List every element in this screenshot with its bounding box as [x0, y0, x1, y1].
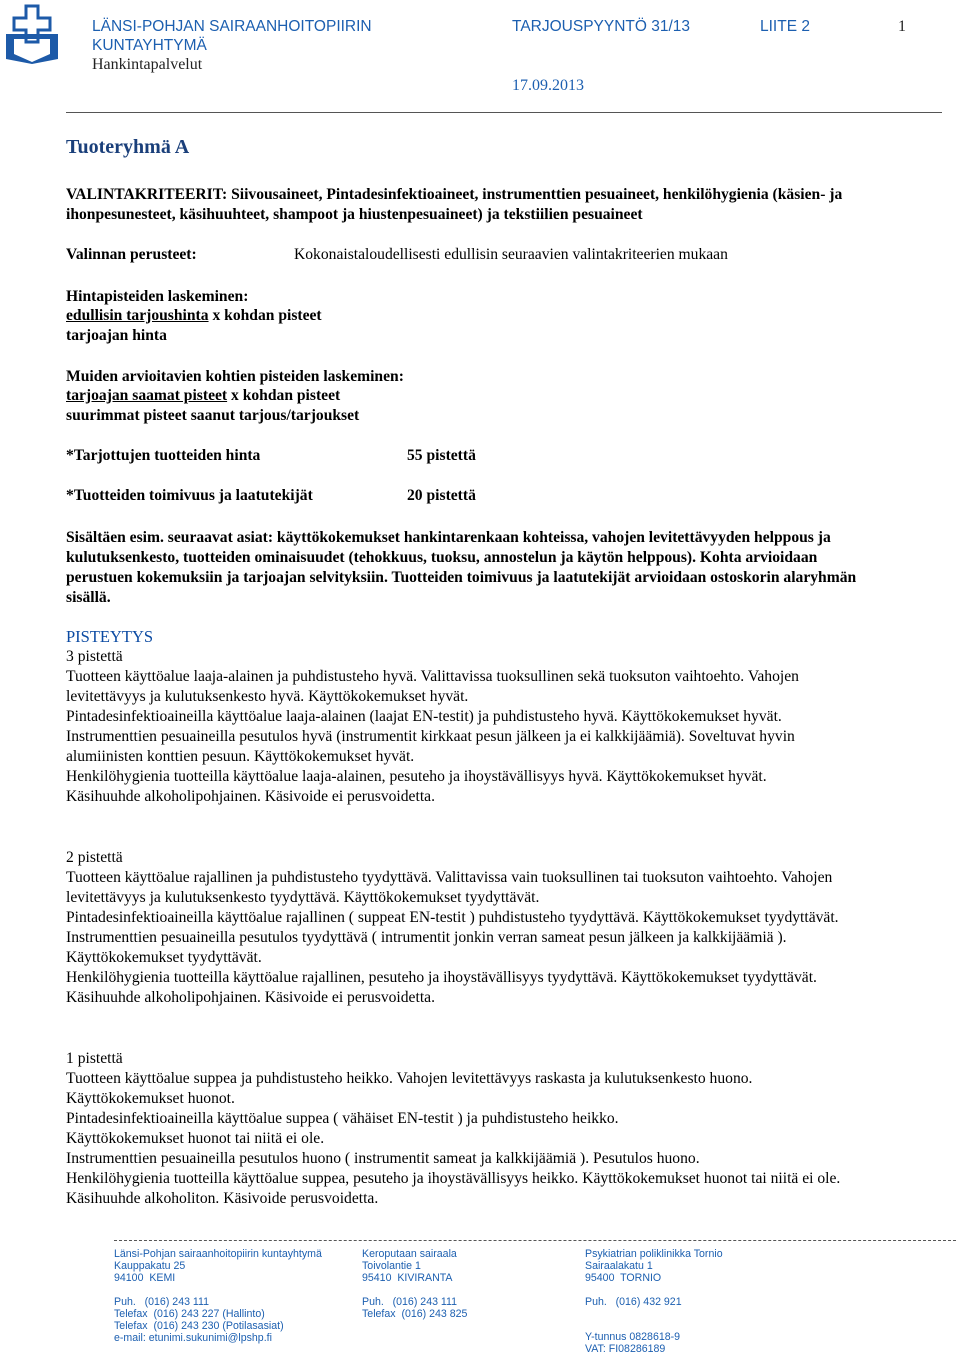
scoring-line: Henkilöhygienia tuotteilla käyttöalue laaja-alainen, pesuteho ja ihoystävällisyys hyvä. Käyttökokemukset hyvät.	[66, 768, 767, 785]
other-formula-denominator: suurimmat pisteet saanut tarjous/tarjoukset	[66, 407, 360, 424]
weight-price-points: 55 pistettä	[407, 447, 476, 464]
footer-business-ids: Y-tunnus 0828618-9 VAT: FI08286189	[585, 1331, 681, 1355]
scoring-level-3	[66, 647, 938, 807]
footer-divider	[114, 1240, 956, 1241]
page-number: 1	[898, 18, 906, 35]
page-title: Tuoteryhmä A	[66, 136, 190, 158]
selection-value: Kokonaistaloudellisesti edullisin seuraavien valintakriteerien mukaan	[294, 246, 728, 263]
scoring-line: Pintadesinfektioaineilla käyttöalue laaja-alainen (laajat EN-testit) ja puhdistusteho hyvä. Käyttökokemukset hyvät.	[66, 708, 782, 725]
attachment-label: LIITE 2	[760, 18, 810, 35]
scoring-line: Käsihuuhde alkoholipohjainen. Käsivoide ei perusvoidetta.	[66, 788, 435, 805]
criteria-line-2: ihonpesunesteet, käsihuuhteet, shampoot ja hiustenpesuaineet) ja tekstiilien pesuaineet	[66, 206, 643, 223]
scoring-level-2	[66, 848, 938, 1008]
selection-label: Valinnan perusteet:	[66, 246, 197, 263]
weight-price-label: *Tarjottujen tuotteiden hinta	[66, 447, 261, 464]
footer-tornio-contacts: Puh. (016) 432 921	[585, 1296, 682, 1308]
department-name: Hankintapalvelut	[92, 56, 203, 73]
other-formula-numerator: tarjoajan saamat pisteet	[66, 387, 228, 404]
footer-keroputaa-contacts: Puh. (016) 243 111 Telefax (016) 243 825	[362, 1296, 468, 1320]
scoring-line: Tuotteen käyttöalue suppea ja puhdistusteho heikko. Vahojen levitettävyys raskasta ja kulutuksenkesto huono.	[66, 1070, 753, 1087]
includes-line: perustuen kokemuksiin ja tarjoajan selvityksiin. Tuotteiden toimivuus ja laatutekijät arvioidaan ostoskorin alaryhmän	[66, 569, 857, 586]
scoring-line: Käyttökokemukset huonot.	[66, 1090, 235, 1107]
scoring-level-1	[66, 1049, 938, 1209]
includes-line: kulutuksenkesto, tuotteiden ominaisuudet (tehokkuus, tuoksu, annostelun ja käytön helppous). Kohta arvioidaan	[66, 549, 818, 566]
scoring-line: Instrumenttien pesuaineilla pesutulos tyydyttävä ( intrumentit jonkin verran sameat pesun jälkeen ja kalkkijäämiä ).	[66, 929, 787, 946]
includes-paragraph	[66, 528, 938, 608]
scoring-line: alumiinisten konttien pesuun. Käyttökokemukset hyvät.	[66, 748, 415, 765]
weight-quality-label: *Tuotteiden toimivuus ja laatutekijät	[66, 487, 313, 504]
header-divider	[66, 112, 942, 113]
footer-tornio-address: Psykiatrian poliklinikka Tornio Sairaalakatu 1 95400 TORNIO	[585, 1248, 723, 1284]
footer-main-contacts: Puh. (016) 243 111 Telefax (016) 243 227 (Hallinto) Telefax (016) 243 230 (Potilasasiat) e-mail: etunimi.sukunimi@lpshp.fi	[114, 1296, 284, 1344]
price-formula-denominator: tarjoajan hinta	[66, 327, 167, 344]
price-points-heading: Hintapisteiden laskeminen:	[66, 288, 249, 305]
criteria-line-1: VALINTAKRITEERIT: Siivousaineet, Pintadesinfektioaineet, instrumenttien pesuaineet, henkilöhygienia (käsien- ja	[66, 186, 843, 203]
scoring-level-title: 2 pistettä	[66, 849, 123, 866]
price-formula-multiplier: x kohdan pisteet	[208, 307, 322, 324]
includes-line: Sisältäen esim. seuraavat asiat: käyttökokemukset hankintarenkaan kohteissa, vahojen levitettävyyden helppous ja	[66, 529, 831, 546]
scoring-line: Instrumenttien pesuaineilla pesutulos huono ( instrumentit sameat ja kalkkijäämiä ). Pesutulos huono.	[66, 1150, 700, 1167]
document-reference: TARJOUSPYYNTÖ 31/13	[512, 18, 691, 35]
scoring-line: Käyttökokemukset tyydyttävät.	[66, 949, 262, 966]
footer-main-address: Länsi-Pohjan sairaanhoitopiirin kuntayhtymä Kauppakatu 25 94100 KEMI	[114, 1248, 322, 1284]
scoring-line: Henkilöhygienia tuotteilla käyttöalue rajallinen, pesuteho ja ihoystävällisyys tyydyttävä. Käyttökokemukset tyydyttävät.	[66, 969, 817, 986]
other-points-formula	[66, 386, 340, 406]
scoring-heading: PISTEYTYS	[66, 627, 154, 646]
weight-quality-points: 20 pistettä	[407, 487, 476, 504]
scoring-line: Käsihuuhde alkoholiton. Käsivoide perusvoidetta.	[66, 1190, 379, 1207]
document-date: 17.09.2013	[512, 77, 584, 94]
scoring-level-title: 1 pistettä	[66, 1050, 123, 1067]
scoring-line: Pintadesinfektioaineilla käyttöalue suppea ( vähäiset EN-testit ) ja puhdistusteho heikko.	[66, 1110, 619, 1127]
scoring-line: Instrumenttien pesuaineilla pesutulos hyvä (instrumentit kirkkaat pesun jälkeen ja ei kalkkijäämiä). Soveltuvat hyvin	[66, 728, 795, 745]
other-points-heading: Muiden arvioitavien kohtien pisteiden laskeminen:	[66, 368, 404, 385]
hospital-district-logo	[4, 4, 60, 64]
scoring-line: Tuotteen käyttöalue rajallinen ja puhdistusteho tyydyttävä. Valittavissa vain tuoksullinen tai tuoksuton vaihtoehto. Vahojen	[66, 869, 833, 886]
scoring-line: Tuotteen käyttöalue laaja-alainen ja puhdistusteho hyvä. Valittavissa tuoksullinen sekä tuoksuton vaihtoehto. Vahojen	[66, 668, 799, 685]
scoring-level-title: 3 pistettä	[66, 648, 123, 665]
price-points-formula	[66, 306, 322, 326]
price-formula-numerator: edullisin tarjoushinta	[66, 307, 209, 324]
scoring-line: Käsihuuhde alkoholipohjainen. Käsivoide ei perusvoidetta.	[66, 989, 435, 1006]
includes-line: sisällä.	[66, 589, 111, 606]
scoring-line: levitettävyys ja kulutuksenkesto tyydyttävä. Käyttökokemukset tyydyttävät.	[66, 889, 540, 906]
scoring-line: Pintadesinfektioaineilla käyttöalue rajallinen ( suppeat EN-testit ) puhdistusteho tyydyttävä. Käyttökokemukset tyydyttävät.	[66, 909, 839, 926]
org-name-line2: KUNTAYHTYMÄ	[92, 37, 207, 54]
scoring-line: Henkilöhygienia tuotteilla käyttöalue suppea, pesuteho ja ihoystävällisyys heikko. Käyttökokemukset huonot tai niitä ei ole.	[66, 1170, 841, 1187]
scoring-line: levitettävyys ja kulutuksenkesto hyvä. Käyttökokemukset hyvät.	[66, 688, 469, 705]
scoring-line: Käyttökokemukset huonot tai niitä ei ole.	[66, 1130, 325, 1147]
other-formula-multiplier: x kohdan pisteet	[227, 387, 341, 404]
org-name-line1: LÄNSI-POHJAN SAIRAANHOITOPIIRIN	[92, 18, 372, 35]
footer-keroputaa-address: Keroputaan sairaala Toivolantie 1 95410 KIVIRANTA	[362, 1248, 457, 1284]
